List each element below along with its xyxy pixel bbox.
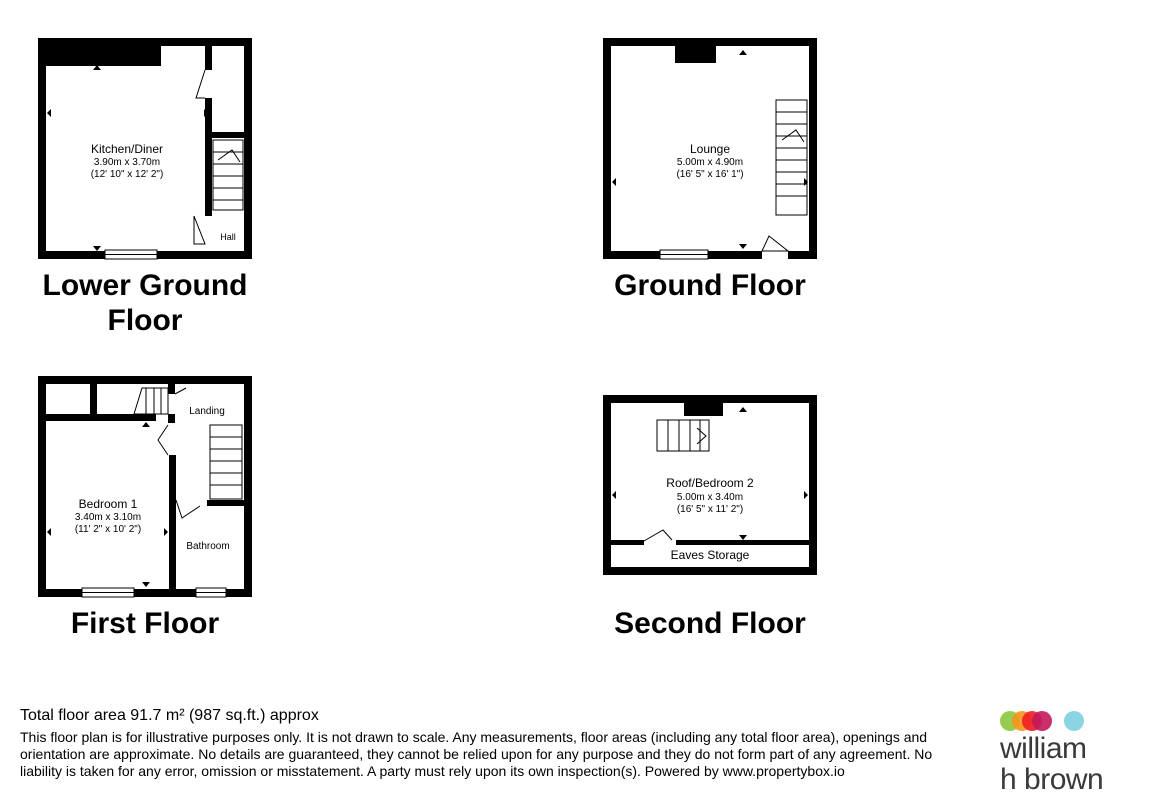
lower-ground-floor-title: Lower Ground Floor	[42, 269, 248, 337]
brand-logo	[1000, 707, 1140, 802]
chimney-breast	[46, 46, 161, 66]
door-swing	[194, 216, 205, 244]
first-plan	[38, 376, 252, 597]
wall	[90, 384, 97, 416]
bedroom2-size-imperial: (16' 5" x 11' 2")	[676, 504, 744, 515]
wall	[46, 414, 156, 421]
staircase	[776, 100, 807, 215]
staircase	[213, 140, 243, 210]
chimney-breast	[675, 46, 716, 63]
bathroom-label: Bathroom	[186, 541, 230, 552]
hall-label: Hall	[220, 232, 236, 242]
door-swing	[176, 500, 200, 518]
door-swing	[158, 425, 168, 455]
wall	[168, 414, 175, 423]
eaves-label: Eaves Storage	[670, 548, 750, 562]
total-floor-area: Total floor area 91.7 m² (987 sq.ft.) approx	[20, 707, 319, 724]
chimney-breast	[684, 403, 723, 416]
lounge-size-imperial: (16' 5" x 16' 1")	[676, 169, 744, 180]
door-swing	[196, 70, 205, 98]
ground-floor-title: Ground Floor	[614, 269, 806, 302]
brand-line-1: william	[1000, 732, 1087, 765]
lounge-label: Lounge	[689, 142, 731, 156]
logo-dot	[1032, 711, 1052, 731]
wall	[205, 98, 212, 216]
disclaimer: This floor plan is for illustrative purposes only. It is not drawn to scale. Any measurements, floor areas (including any total floor area), openings and orientation are approximate. No details are guaranteed, they cannot be relied upon for any purpose and they do not form part of any agreement. No liability is taken for any error, omission or misstatement. A party must rely upon its own inspection(s). Powered by www.propertybox.io	[20, 729, 933, 779]
wall	[611, 540, 644, 545]
lower-ground-plan	[38, 38, 252, 259]
brand-line-2: h brown	[1000, 763, 1104, 796]
kitchen-size-imperial: (12' 10" x 12' 2")	[90, 169, 164, 180]
logo-dot	[1064, 711, 1084, 731]
wall	[676, 540, 809, 545]
wall	[169, 455, 176, 589]
bedroom1-size-metric: 3.40m x 3.10m	[74, 512, 142, 523]
measurement-arrow	[612, 407, 808, 540]
brand-name	[1000, 733, 1103, 795]
door-swing	[175, 388, 186, 394]
staircase	[657, 420, 709, 451]
second-floor-title: Second Floor	[614, 607, 806, 640]
wall	[168, 384, 175, 394]
wall	[205, 132, 244, 138]
landing-label: Landing	[189, 406, 225, 417]
logo-dots	[1000, 709, 1100, 733]
first-floor-title: First Floor	[70, 607, 220, 640]
staircase	[210, 425, 242, 499]
bedroom2-size-metric: 5.00m x 3.40m	[676, 492, 744, 503]
kitchen-label: Kitchen/Diner	[90, 142, 164, 156]
ground-plan	[603, 38, 817, 259]
bedroom2-label: Roof/Bedroom 2	[666, 476, 754, 490]
door-swing	[644, 530, 672, 541]
wall	[205, 46, 212, 70]
bedroom1-label: Bedroom 1	[78, 497, 138, 511]
kitchen-size-metric: 3.90m x 3.70m	[93, 157, 161, 168]
door-swing	[762, 236, 788, 251]
wall	[207, 500, 244, 506]
staircase	[134, 388, 168, 414]
lounge-size-metric: 5.00m x 4.90m	[676, 157, 744, 168]
bedroom1-size-imperial: (11' 2" x 10' 2")	[74, 524, 142, 535]
second-plan	[603, 395, 817, 575]
